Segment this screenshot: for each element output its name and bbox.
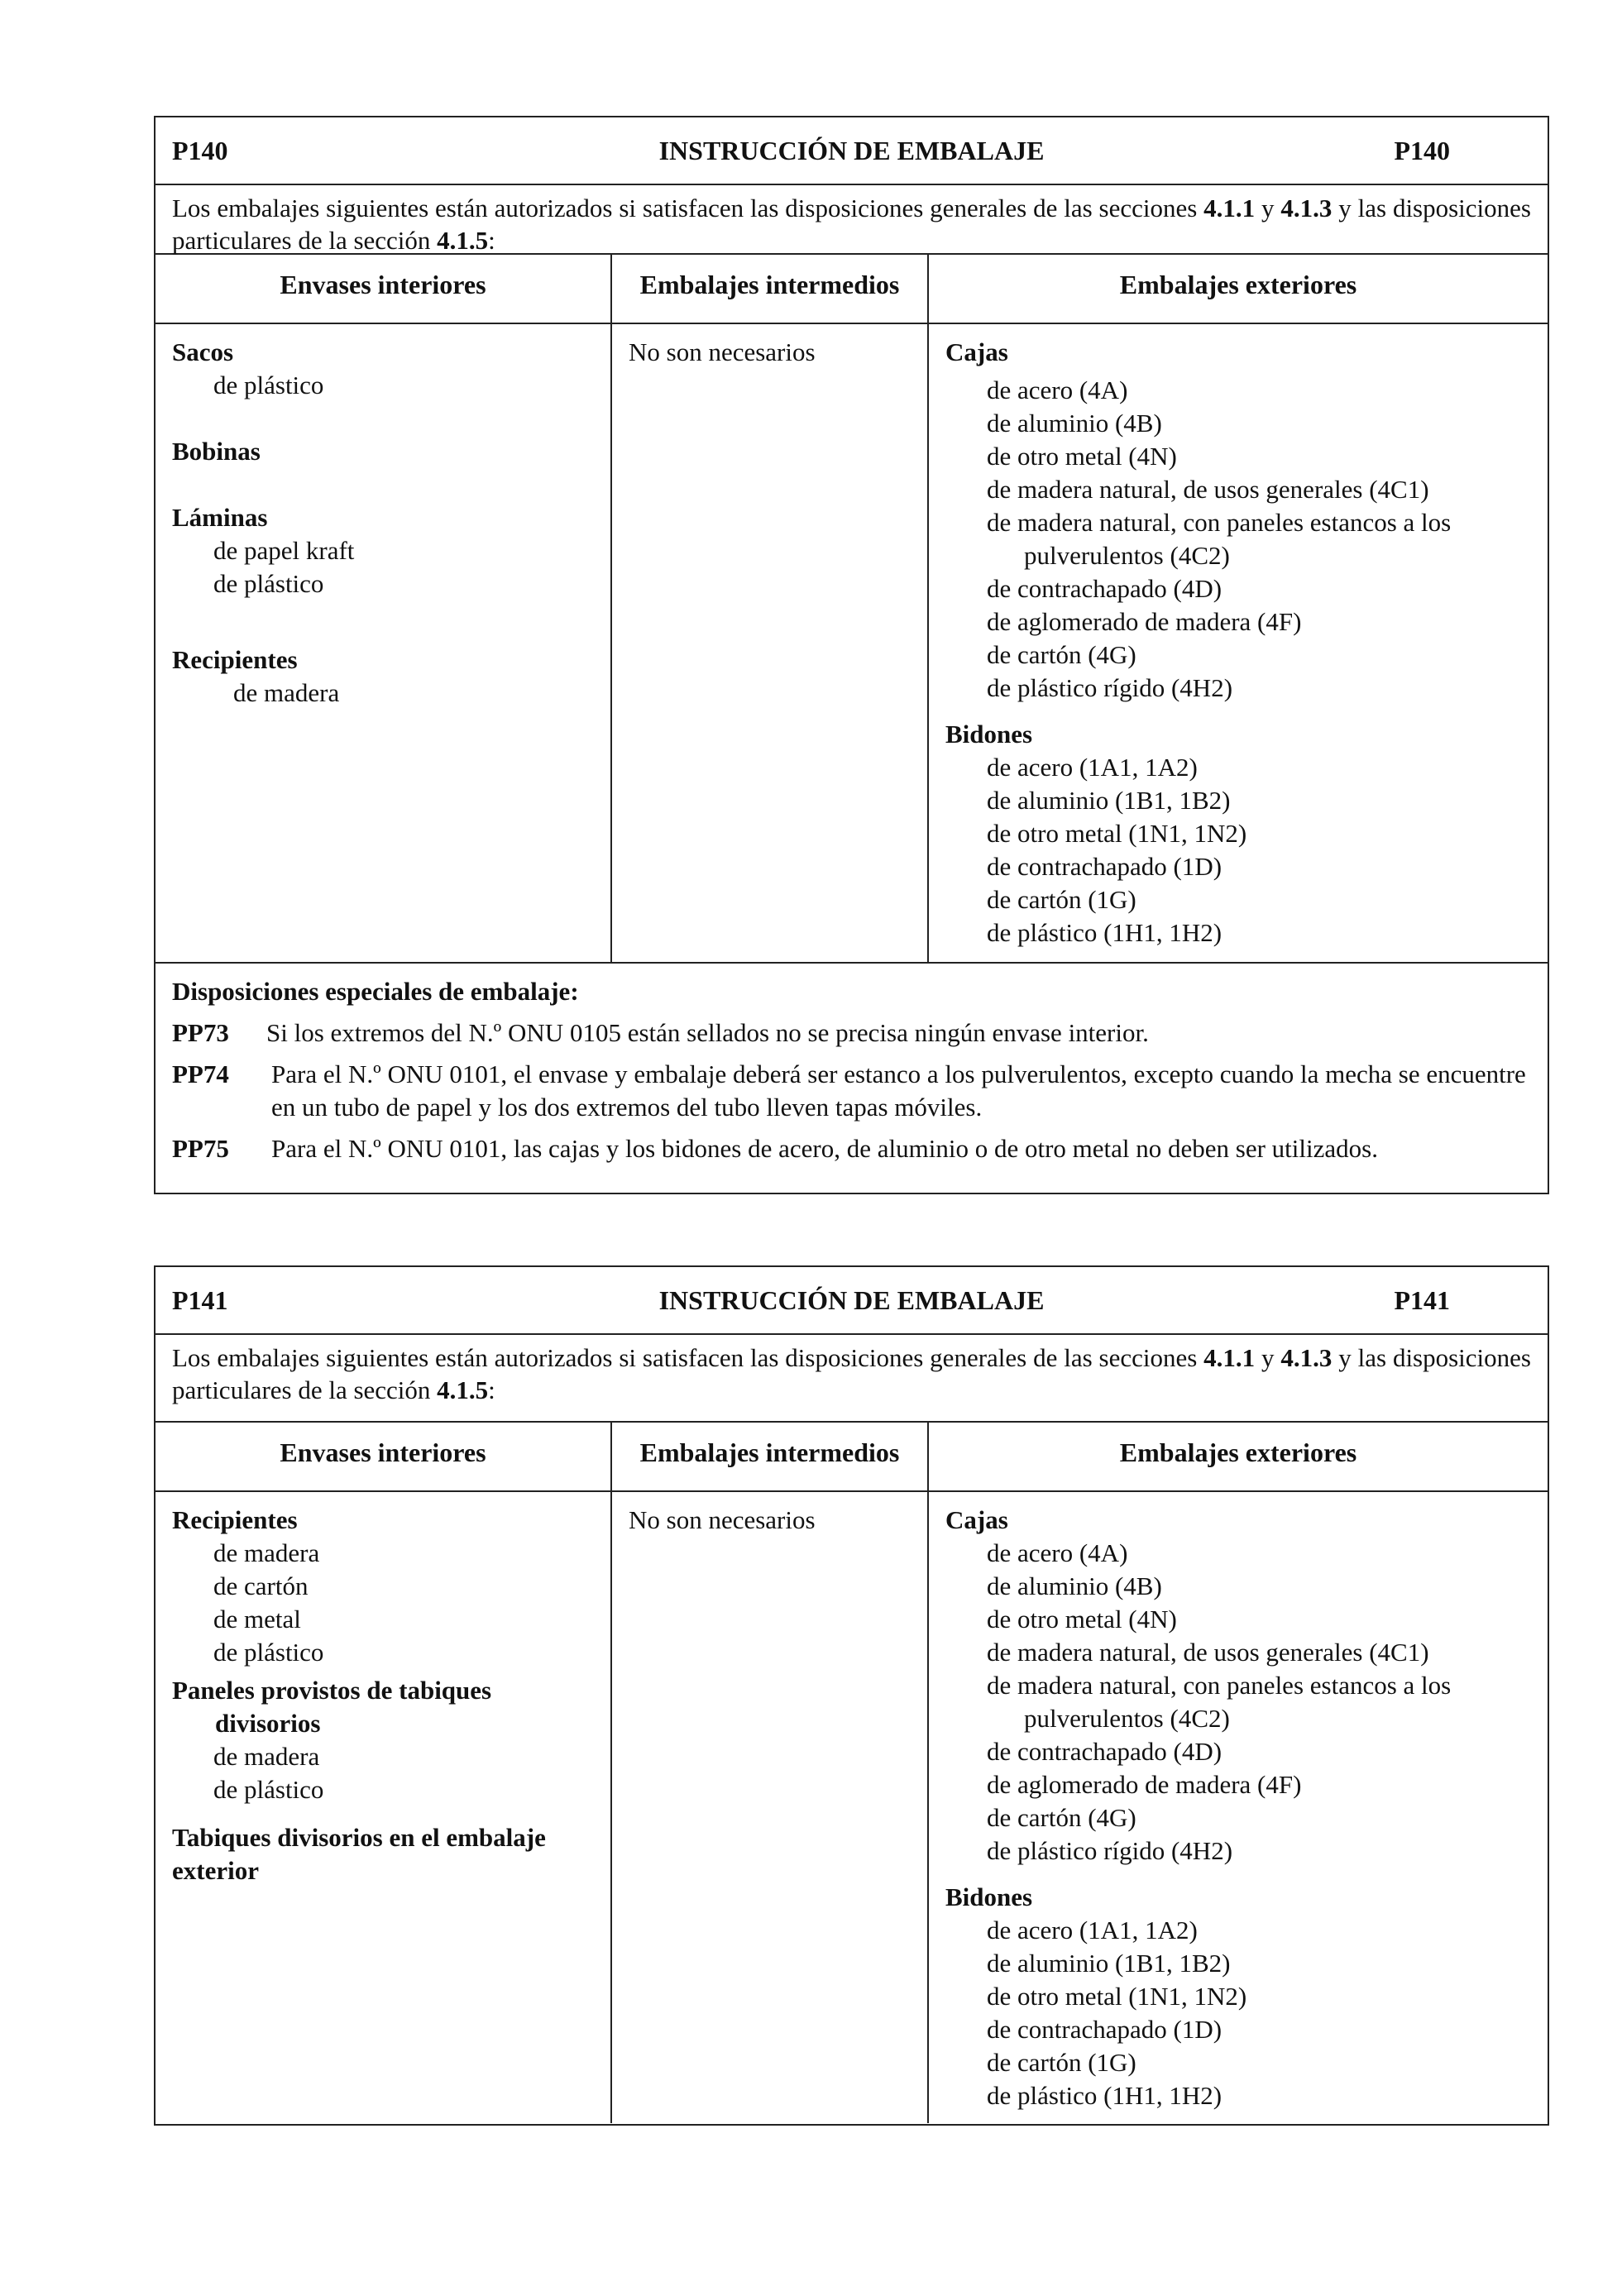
packaging-body — [156, 1492, 1548, 2123]
header-inner: Envases interiores — [156, 255, 612, 323]
column-headers — [156, 255, 1548, 324]
list-item: de acero (4A) — [987, 1538, 1128, 1567]
group-heading: Bobinas — [172, 437, 261, 466]
list-item: de plástico — [213, 1775, 324, 1804]
list-item: de aluminio (4B) — [987, 1571, 1162, 1600]
section-ref: 4.1.5 — [437, 1375, 489, 1404]
group-heading: Tabiques divisorios en el embalaje exterior — [172, 1823, 546, 1885]
group-heading: Sacos — [172, 337, 234, 366]
list-item: de aglomerado de madera (4F) — [987, 1770, 1302, 1799]
intermediate-packagings — [612, 324, 929, 962]
list-item: de otro metal (1N1, 1N2) — [987, 819, 1247, 848]
header-outer: Embalajes exteriores — [1119, 270, 1357, 299]
intermediate-note: No son necesarios — [629, 1505, 816, 1534]
section-ref: 4.1.3 — [1280, 1343, 1333, 1372]
list-item: de madera — [213, 1538, 320, 1567]
list-item: de plástico — [213, 1638, 324, 1667]
list-item: de madera — [233, 678, 340, 707]
group-heading: Cajas — [945, 1505, 1008, 1534]
list-item: de cartón (4G) — [987, 640, 1136, 669]
column-headers — [156, 1423, 1548, 1492]
list-item: de cartón (4G) — [987, 1803, 1136, 1832]
group-heading: Bidones — [945, 720, 1033, 749]
list-item: de aluminio (1B1, 1B2) — [987, 1949, 1231, 1978]
list-item: de contrachapado (1D) — [987, 2015, 1222, 2044]
header-intermediate: Embalajes intermedios — [612, 1423, 929, 1490]
inner-packagings — [156, 1492, 612, 2123]
list-item: de madera — [213, 1742, 320, 1771]
special-provisions — [156, 964, 1548, 1172]
header-outer: Embalajes exteriores — [1119, 1437, 1357, 1467]
title-row — [156, 1267, 1548, 1335]
instruction-code-right: P141 — [1394, 1285, 1450, 1315]
section-ref: 4.1.3 — [1280, 194, 1333, 222]
list-item: de papel kraft — [213, 536, 355, 565]
list-item: de madera natural, con paneles estancos a los — [987, 1671, 1452, 1700]
section-ref: 4.1.1 — [1203, 1343, 1256, 1372]
outer-packagings — [929, 324, 1548, 962]
list-item: pulverulentos (4C2) — [1024, 1704, 1230, 1733]
header-inner: Envases interiores — [156, 1423, 612, 1490]
group-heading: Láminas — [172, 503, 268, 532]
list-item: de aluminio (4B) — [987, 409, 1162, 438]
instruction-code-left: P140 — [172, 136, 228, 165]
list-item: de otro metal (4N) — [987, 1605, 1177, 1634]
list-item: de madera natural, con paneles estancos a los — [987, 508, 1452, 537]
group-heading: Recipientes — [172, 645, 298, 674]
list-item: de plástico — [213, 371, 324, 399]
list-item: de acero (1A1, 1A2) — [987, 753, 1198, 782]
list-item: de contrachapado (1D) — [987, 852, 1222, 881]
packaging-body — [156, 324, 1548, 964]
section-ref: 4.1.5 — [437, 226, 489, 255]
group-heading: Recipientes — [172, 1505, 298, 1534]
intro-paragraph: Los embalajes siguientes están autorizados si satisfacen las disposiciones generales de las secciones 4.1.1 y 4.1.3 y las disposiciones particulares de la sección 4.1.5: — [156, 1335, 1548, 1423]
list-item: de acero (1A1, 1A2) — [987, 1916, 1198, 1944]
provision-pp75 — [172, 1132, 1531, 1165]
list-item: de madera natural, de usos generales (4C1) — [987, 1638, 1429, 1667]
provision-pp73 — [172, 1016, 1531, 1050]
list-item: de contrachapado (4D) — [987, 1737, 1222, 1766]
list-item: de plástico (1H1, 1H2) — [987, 918, 1222, 947]
section-ref: 4.1.1 — [1203, 194, 1256, 222]
header-intermediate: Embalajes intermedios — [612, 255, 929, 323]
title-row — [156, 117, 1548, 185]
packing-instruction-p141 — [154, 1265, 1549, 2126]
provision-code: PP75 — [172, 1134, 229, 1163]
list-item: de metal — [213, 1605, 301, 1634]
provision-text: Para el N.º ONU 0101, el envase y embalaje deberá ser estanco a los pulverulentos, excepto cuando la mecha se encuentre en un tubo de papel y los dos extremos del tubo lleven tapas móviles. — [271, 1060, 1526, 1122]
provision-code: PP73 — [172, 1018, 229, 1047]
group-heading: Bidones — [945, 1882, 1033, 1911]
list-item: de plástico — [213, 569, 324, 598]
instruction-code-left: P141 — [172, 1285, 228, 1315]
instruction-title: INSTRUCCIÓN DE EMBALAJE — [658, 136, 1045, 165]
special-provisions-title: Disposiciones especiales de embalaje: — [172, 977, 579, 1006]
list-item: de acero (4A) — [987, 375, 1128, 404]
intermediate-packagings — [612, 1492, 929, 2123]
inner-packagings — [156, 324, 612, 962]
provision-text: Para el N.º ONU 0101, las cajas y los bidones de acero, de aluminio o de otro metal no deben ser utilizados. — [271, 1134, 1378, 1163]
list-item: de plástico rígido (4H2) — [987, 673, 1233, 702]
list-item: de contrachapado (4D) — [987, 574, 1222, 603]
intro-paragraph: Los embalajes siguientes están autorizados si satisfacen las disposiciones generales de las secciones 4.1.1 y 4.1.3 y las disposiciones particulares de la sección 4.1.5: — [156, 185, 1548, 255]
outer-packagings — [929, 1492, 1548, 2123]
group-heading: Paneles provistos de tabiques — [172, 1676, 492, 1705]
provision-pp74 — [172, 1058, 1531, 1124]
list-item: de cartón (1G) — [987, 2048, 1136, 2077]
list-item: pulverulentos (4C2) — [1024, 541, 1230, 570]
list-item: de aglomerado de madera (4F) — [987, 607, 1302, 636]
list-item: de plástico rígido (4H2) — [987, 1836, 1233, 1865]
list-item: de otro metal (4N) — [987, 442, 1177, 471]
intermediate-note: No son necesarios — [629, 337, 816, 366]
provision-text: Si los extremos del N.º ONU 0105 están sellados no se precisa ningún envase interior. — [266, 1018, 1149, 1047]
instruction-title: INSTRUCCIÓN DE EMBALAJE — [658, 1285, 1045, 1315]
list-item: de cartón — [213, 1571, 309, 1600]
list-item: de madera natural, de usos generales (4C1) — [987, 475, 1429, 504]
instruction-code-right: P140 — [1394, 136, 1450, 165]
list-item: de plástico (1H1, 1H2) — [987, 2081, 1222, 2110]
list-item: de cartón (1G) — [987, 885, 1136, 914]
packing-instruction-p140 — [154, 116, 1549, 1194]
provision-code: PP74 — [172, 1060, 229, 1088]
group-heading-cont: divisorios — [215, 1709, 321, 1738]
list-item: de aluminio (1B1, 1B2) — [987, 786, 1231, 815]
list-item: de otro metal (1N1, 1N2) — [987, 1982, 1247, 2011]
group-heading: Cajas — [945, 337, 1008, 366]
